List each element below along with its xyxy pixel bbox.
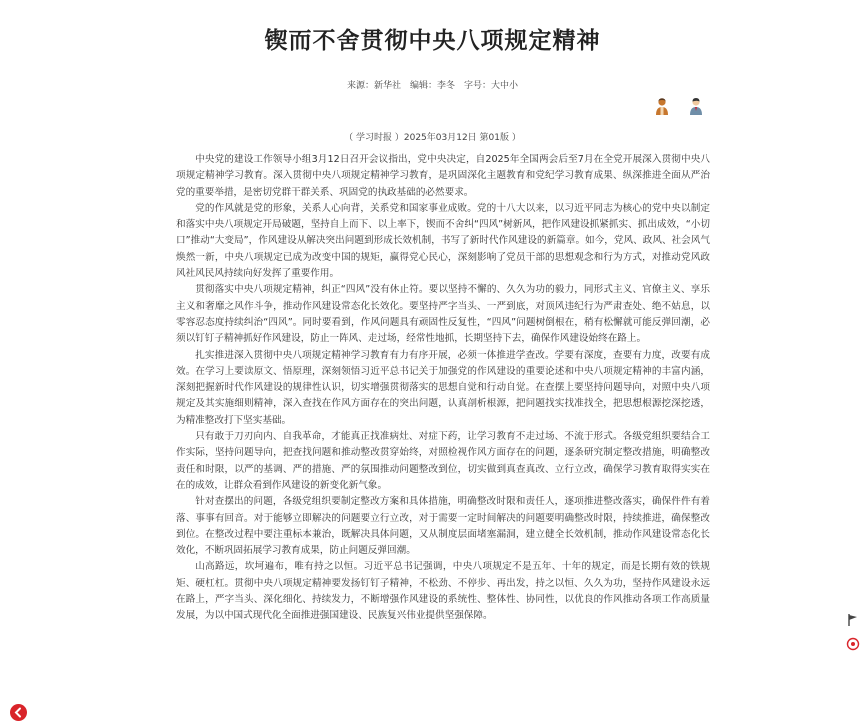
article-paragraph: 中央党的建设工作领导小组3月12日召开会议指出，党中央决定，自2025年全国两会后至7月在全党开展深入贯彻中央八项规定精神学习教育。深入贯彻中央八项规定精神学习教育，是巩固深化主题教育和党纪学习教育成果、纵深推进全面从严治党的重要举措，是密切党群干群关系、巩固党的执政基础的必然要求。 bbox=[176, 154, 710, 198]
article-paragraph: 扎实推进深入贯彻中央八项规定精神学习教育有力有序开展，必须一体推进学查改。学要有深度，查要有力度，改要有成效。在学习上要读原文、悟原理，深刻领悟习近平总书记关于加强党的作风建设的重要论述和中央八项规定精神的丰富内涵，深刻把握新时代作风建设的规律性认识，切实增强贯彻落实的思想自觉和行动自觉。在查摆上要坚持问题导向，对照中央八项规定及其实施细则精神，深入查找在作风方面存在的突出问题，认真剖析根源，把问题找实找准找全，把思想根源挖深挖透，为精准整改打下坚实基础。 bbox=[176, 349, 710, 426]
article-title: 锲而不舍贯彻中央八项规定精神 bbox=[264, 28, 601, 54]
article-paragraph: 针对查摆出的问题，各级党组织要制定整改方案和具体措施，明确整改时限和责任人，逐项推进整改落实，确保件件有着落、事事有回音。对于能够立即解决的问题要立行立改，对于需要一定时间解决的问题要明确整改时限，持续推进，确保整改到位。在整改过程中要注重标本兼治，既解决具体问题，又从制度层面堵塞漏洞，建立健全长效机制，推动作风建设常态化长效化，不断巩固拓展学习教育成果，防止问题反弹回潮。 bbox=[176, 496, 710, 557]
person-female-icon[interactable] bbox=[654, 97, 670, 115]
article-paragraph: 贯彻落实中央八项规定精神，纠正“四风”没有休止符。要以坚持不懈的、久久为功的毅力，同形式主义、官僚主义、享乐主义和奢靡之风作斗争，推动作风建设常态化长效化。要坚持严字当头、一严到底，对顶风违纪行为严肃查处、绝不姑息，以零容忍态度持续纠治“四风”。同时要看到，作风问题具有顽固性反复性，“四风”问题树倒根在，稍有松懈就可能反弹回潮，必须以钉钉子精神抓好作风建设，防止一阵风、走过场，经常性地抓，长期坚持下去，确保作风建设始终在路上。 bbox=[176, 284, 710, 345]
article-meta: 来源：新华社 编辑：李冬 字号：大中小 bbox=[346, 81, 518, 91]
flag-icon[interactable] bbox=[846, 612, 860, 626]
article-paragraph: 山高路远，坎坷遍布，唯有持之以恒。习近平总书记强调，中央八项规定不是五年、十年的规定，而是长期有效的铁规矩、硬杠杠。贯彻中央八项规定精神要发扬钉钉子精神，不松劲、不停步、再出发，持之以恒、久久为功，坚持作风建设永远在路上，严字当头、深化细化、持续发力，不断增强作风建设的系统性、整体性、协同性，以优良的作风推动各项工作高质量发展，为以中国式现代化全面推进强国建设、民族复兴伟业提供坚强保障。 bbox=[176, 561, 710, 622]
share-icon[interactable] bbox=[846, 636, 860, 650]
article-paragraph: 只有敢于刀刃向内、自我革命，才能真正找准病灶、对症下药，让学习教育不走过场、不流于形式。各级党组织要结合工作实际，坚持问题导向，把查找问题和推动整改贯穿始终，对照检视作风方面存在的问题，逐条研究制定整改措施，明确整改责任和时限，以严的基调、严的措施、严的氛围推动问题整改到位，切实做到真查真改、立行立改，确保学习教育取得实实在在的成效，让群众看到作风建设的新变化新气象。 bbox=[176, 431, 710, 491]
article-dateline: （ 学习时报 ）2025年03月12日 第01版 ） bbox=[344, 133, 521, 143]
person-male-icon[interactable] bbox=[688, 97, 704, 115]
article-body bbox=[176, 152, 710, 625]
back-arrow-icon[interactable] bbox=[10, 704, 27, 721]
article-paragraph: 党的作风就是党的形象，关系人心向背，关系党和国家事业成败。党的十八大以来，以习近平同志为核心的党中央以制定和落实中央八项规定开局破题，坚持自上而下、以上率下，锲而不舍纠“四风”树新风，把作风建设抓紧抓实、抓出成效，“小切口”推动“大变局”，作风建设从解决突出问题到形成长效机制，书写了新时代作风建设的新篇章。如今，党风、政风、社会风气焕然一新，中央八项规定已成为改变中国的规矩，赢得党心民心，深刻影响了党员干部的思想观念和行为方式，对推动党风政风社风民风持续向好发挥了重要作用。 bbox=[176, 202, 710, 280]
